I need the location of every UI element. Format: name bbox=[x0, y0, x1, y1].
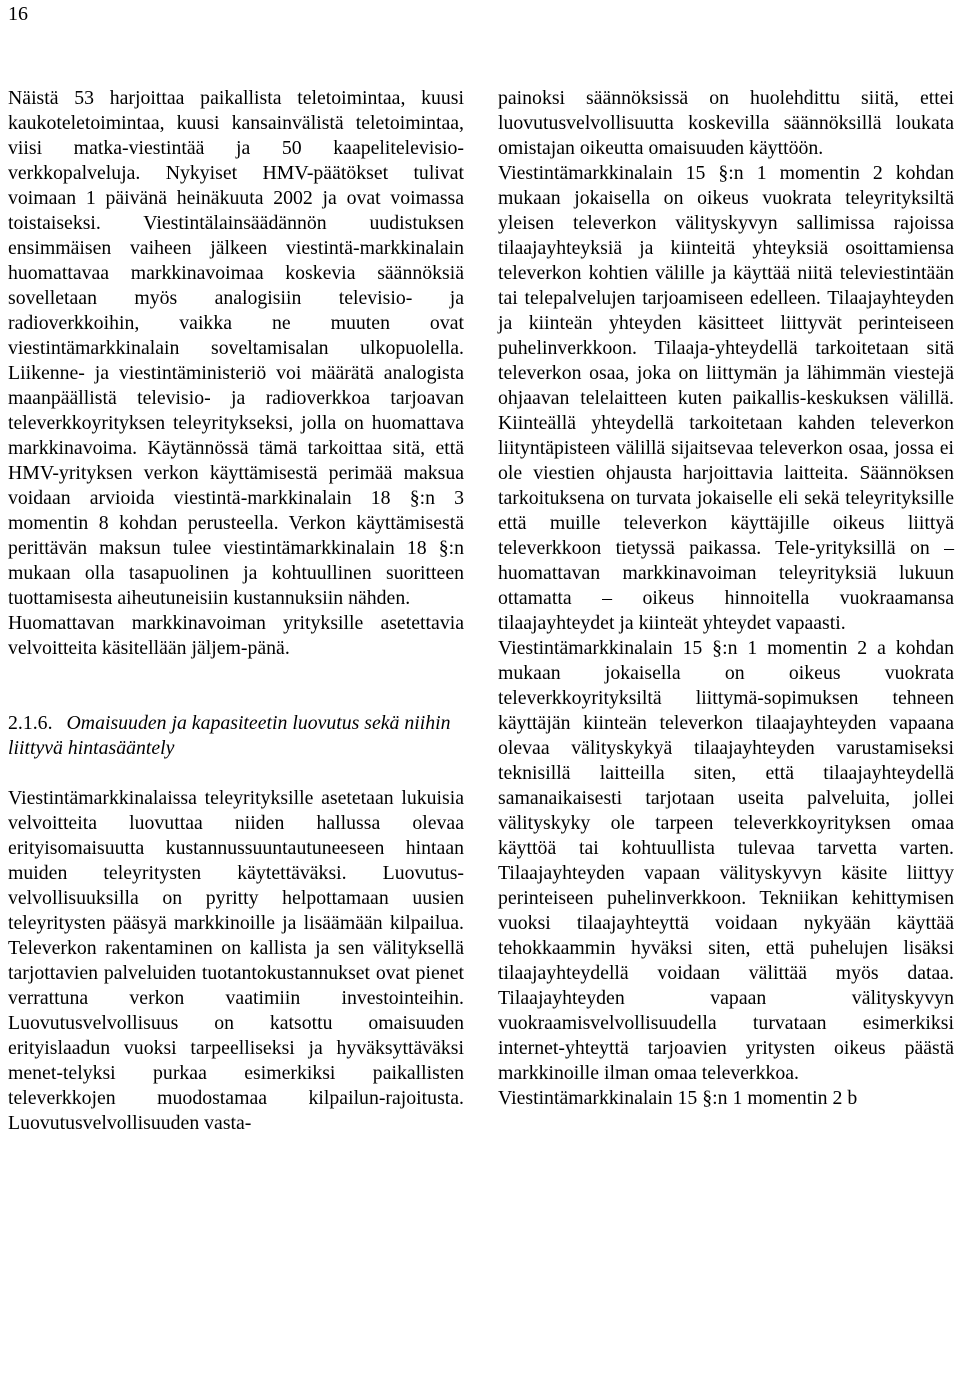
section-number: 2.1.6. bbox=[8, 712, 53, 734]
right-column bbox=[498, 86, 954, 1111]
section-heading bbox=[8, 711, 464, 761]
section-title: Omaisuuden ja kapasiteetin luovutus sekä niihin liittyvä hintasääntely bbox=[8, 712, 451, 759]
body-paragraph: Viestintämarkkinalaissa teleyrityksille asetetaan lukuisia velvoitteita luovuttaa niiden hallussa olevaa erityisomaisuutta kustannussuuntautuneeseen hintaan muiden teleyritysten käytettäväksi. Luovutus-velvollisuuksilla on pyritty helpottamaan uusien teleyritysten pääsyä markkinoille ja lisäämään kilpailua. Televerkon rakentaminen on kallista ja sen välityksellä tarjottavien palveluiden tuotantokustannukset ovat pienet verrattuna verkon vaatimiin investointeihin. Luovutusvelvollisuus on katsottu omaisuuden erityislaadun vuoksi tarpeelliseksi ja hyväksyttäväksi menet-telyksi purkaa esimerkiksi paikallisten televerkkojen muodostamaa kilpailun-rajoitusta. Luovutusvelvollisuuden vasta- bbox=[8, 787, 464, 1134]
spacer bbox=[8, 761, 464, 786]
spacer bbox=[8, 661, 464, 711]
body-paragraph: Viestintämarkkinalain 15 §:n 1 momentin 2 a kohdan mukaan jokaisella on oikeus vuokrata televerkkoyrityksiltä liittymä-sopimuksen tehneen käyttäjän kiinteän televerkon tilaajayhteyden vapaana olevaa välityskykyä tilaajayhteyden varustamiseksi teknisillä laitteilla siten, että tilaajayhteydellä samanaikaisesti tarjotaan useita palveluita, jollei välityskyky ole tarpeen televerkkoyrityksen omaa käyttöä tai kohtuullista tulevaa tarvetta varten. Tilaajayhteyden vapaan välityskyvyn käsite liittyy perinteiseen puhelinverkkoon. Tekniikan kehittymisen vuoksi tilaajayhteyttä voidaan nykyään käyttää tehokkaammin hyväksi siten, että puhelujen lisäksi tilaajayhteydellä voidaan välittää myös dataa. Tilaajayhteyden vapaan välityskyvyn vuokraamisvelvollisuudella turvataan esimerkiksi internet-yhteyttä tarjoavien yritysten oikeus päästä markkinoille ilman omaa televerkkoa. bbox=[498, 637, 954, 1084]
body-paragraph: Huomattavan markkinavoiman yrityksille asetettavia velvoitteita käsitellään jäljem-pänä. bbox=[8, 612, 464, 659]
left-column bbox=[8, 86, 464, 1136]
body-paragraph: Viestintämarkkinalain 15 §:n 1 momentin 2 kohdan mukaan jokaisella on oikeus vuokrata teleyrityksiltä yleisen televerkon välityskyvyn sallimissa rajoissa tilaajayhteyksiä ja kiinteitä yhteyksiä osoittamiensa televerkon kohtien välille ja käyttää niitä televiestintään tai telepalvelujen tarjoamiseen edelleen. Tilaajayhteyden ja kiinteän yhteyden käsitteet liittyvät perinteiseen puhelinverkkoon. Tilaaja-yhteydellä tarkoitetaan sitä televerkon osaa, joka on liittymän ja lähimmän viestejä ohjaavan telelaitteen kuten paikallis-keskuksen välillä. Kiinteällä yhteydellä tarkoitetaan kahden televerkon liityntäpisteen välillä sijaitsevaa televerkon osaa, jossa ei ole viestien ohjausta harjoittavia laitteita. Säännöksen tarkoituksena on turvata jokaiselle eli sekä teleyrityksille että muille televerkon käyttäjille oikeus liittyä televerkkoon tietyssä paikassa. Tele-yrityksillä on – huomattavan markkinavoiman teleyrityksiä lukuun ottamatta – oikeus hinnoitella vuokraamansa tilaajayhteydet ja kiinteät yhteydet vapaasti. bbox=[498, 162, 954, 634]
body-paragraph: Näistä 53 harjoittaa paikallista teletoimintaa, kuusi kaukoteletoimintaa, kuusi kansainvälistä teletoimintaa, viisi matka-viestintää ja 50 kaapelitelevisio-verkkopalveluja. Nykyiset HMV-päätökset tulivat voimaan 1 päivänä heinäkuuta 2002 ja ovat voimassa toistaiseksi. Viestintälainsäädännön uudistuksen ensimmäisen vaiheen jälkeen viestintä-markkinalain huomattavaa markkinavoimaa koskevia säännöksiä sovelletaan myös analogisiin televisio- ja radioverkkoihin, vaikka ne muuten ovat viestintämarkkinalain soveltamisalan ulkopuolella. Liikenne- ja viestintäministeriö voi määrätä analogista maanpäällistä televisio- ja radioverkkoa tarjoavan televerkkoyrityksen teleyritykseksi, jolla on huomattava markkinavoima. Käytännössä tämä tarkoittaa sitä, että HMV-yrityksen verkon käyttämisestä perimää maksua voidaan arvioida viestintä-markkinalain 18 §:n 3 momentin 8 kohdan perusteella. Verkon käyttämisestä perittävän maksun tulee viestintämarkkinalain 18 §:n mukaan olla tasapuolinen ja kohtuullinen suoritteen tuottamisesta aiheutuneisiin kustannuksiin nähden. bbox=[8, 87, 464, 609]
body-paragraph: Viestintämarkkinalain 15 §:n 1 momentin 2 b bbox=[498, 1087, 858, 1109]
body-paragraph: painoksi säännöksissä on huolehdittu siitä, ettei luovutusvelvollisuutta koskevilla säännöksillä loukata omistajan oikeutta omaisuuden käyttöön. bbox=[498, 87, 954, 159]
page-number: 16 bbox=[8, 3, 28, 25]
